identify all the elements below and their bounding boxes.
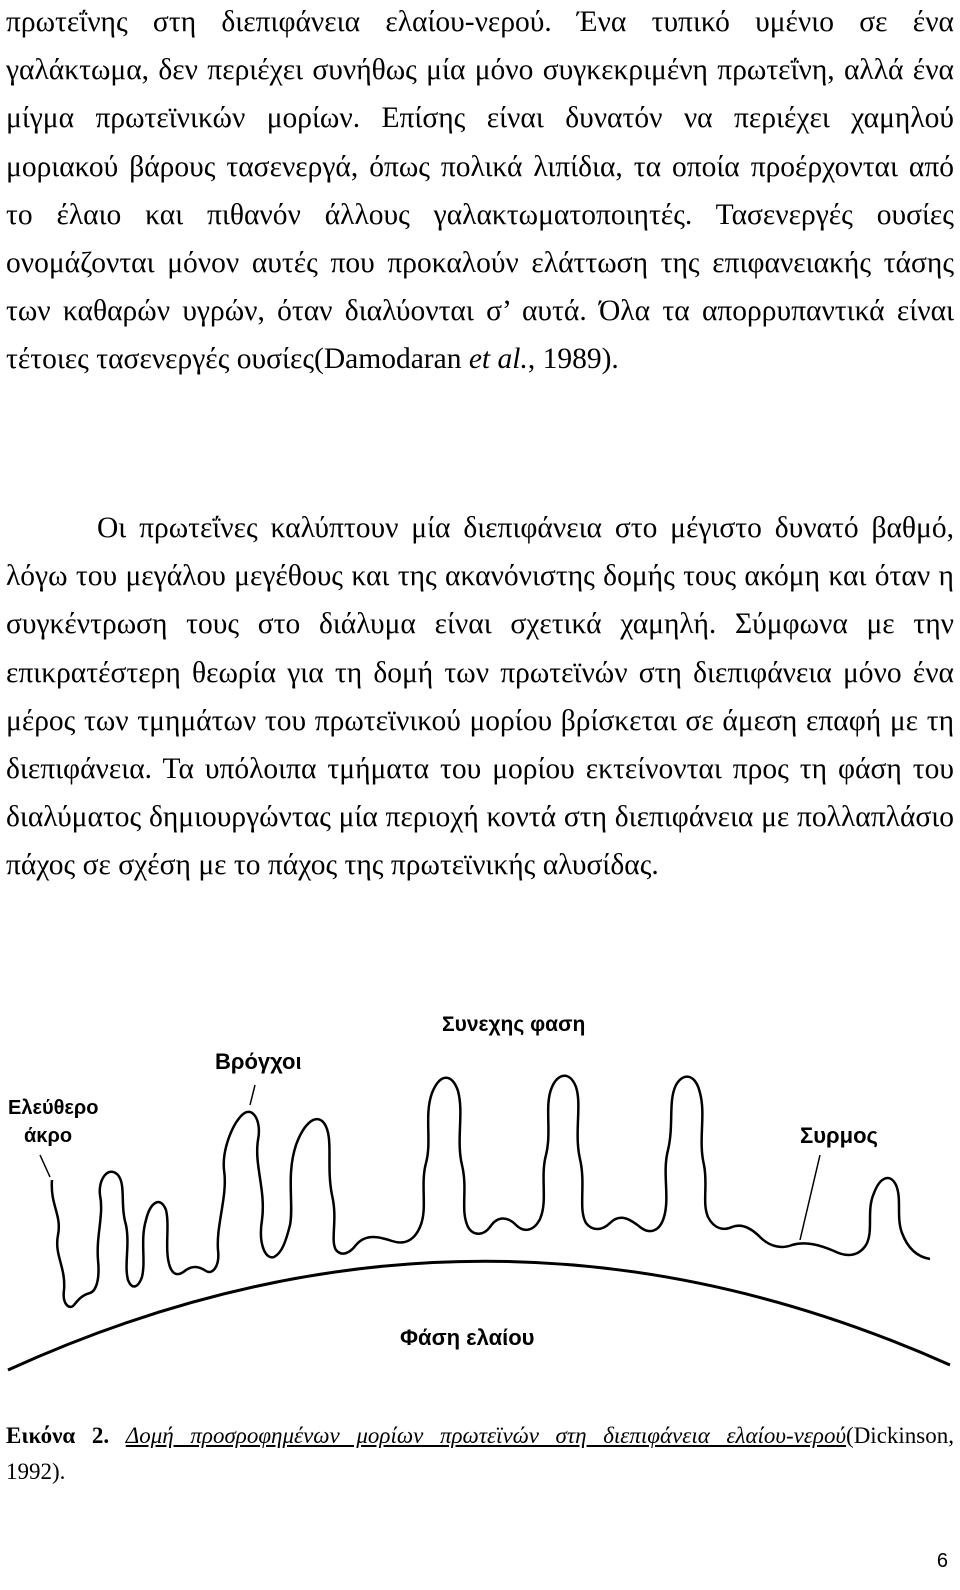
label-oil-phase: Φάση ελαίου: [400, 1325, 535, 1350]
label-loops: Βρόγχοι: [215, 1049, 302, 1074]
adsorbed-protein-drawing: [0, 1005, 960, 1375]
protein-chain: [74, 1076, 930, 1305]
free-end-tail: [52, 1180, 74, 1307]
caption-label: Εικόνα 2.: [6, 1423, 110, 1448]
label-free-end-line2: άκρο: [24, 1125, 73, 1147]
paragraph-1-text: πρωτεΐνης στη διεπιφάνεια ελαίου-νερού. Ένα τυπικό υμένιο σε ένα γαλάκτωμα, δεν περιέχει συνήθως μία μόνο συγκεκριμένη πρωτεΐνη, αλλά ένα μίγμα πρωτεϊνικών μορίων. Επίσης είναι δυνατόν να περιέχει χαμηλού μοριακού βάρους τασενεργά, όπως πολικά λιπίδια, τα οποία προέρχονται από το έλαιο και πιθανόν άλλους γαλακτωματοποιητές. Τασενεργές ουσίες ονομάζονται μόνον αυτές που προκαλούν ελάττωση της επιφανειακής τάσης των καθαρών υγρών, όταν διαλύονται σ’ αυτά. Όλα τα απορρυπαντικά είναι τέτοιες τασενεργές ουσίες(Damodaran: [6, 6, 954, 376]
body-paragraph-2: Οι πρωτεΐνες καλύπτουν μία διεπιφάνεια στο μέγιστο δυνατό βαθμό, λόγω του μεγάλου μεγέθους και της ακανόνιστης δομής τους ακόμη και όταν η συγκέντρωση τους στο διάλυμα είναι σχετικά χαμηλή. Σύμφωνα με την επικρατέστερη θεωρία για τη δομή των πρωτεϊνών στη διεπιφάνεια μόνο ένα μέρος των τμημάτων του πρωτεϊνικού μορίου βρίσκεται σε άμεση επαφή με τη διεπιφάνεια. Τα υπόλοιπα τμήματα του μορίου εκτείνονται προς τη φάση του διαλύματος δημιουργώντας μία περιοχή κοντά στη διεπιφάνεια με πολλαπλάσιο πάχος σε σχέση με το πάχος της πρωτεϊνικής αλυσίδας.: [6, 512, 954, 882]
page-number: 6: [936, 1550, 948, 1572]
caption-citation: (Dickinson, 1992).: [6, 1423, 954, 1484]
oil-water-interface-curve: [8, 1261, 950, 1370]
paragraph-1-end: , 1989).: [527, 343, 619, 376]
train-pointer: [800, 1155, 820, 1240]
citation-et-al: et al.: [468, 343, 528, 376]
protein-interface-figure: [0, 1005, 960, 1375]
body-paragraph-1: [6, 0, 954, 384]
label-free-end-line1: Ελεύθερο: [8, 1097, 99, 1119]
caption-title: Δομή προσροφημένων μορίων πρωτεϊνών στη διεπιφάνεια ελαίου-νερού: [125, 1423, 847, 1448]
free-end-pointer: [40, 1155, 50, 1177]
loops-pointer: [250, 1085, 255, 1105]
label-train: Συρμος: [800, 1123, 878, 1148]
label-continuous-phase: Συνεχης φαση: [442, 1013, 586, 1036]
figure-caption: [6, 1418, 954, 1490]
